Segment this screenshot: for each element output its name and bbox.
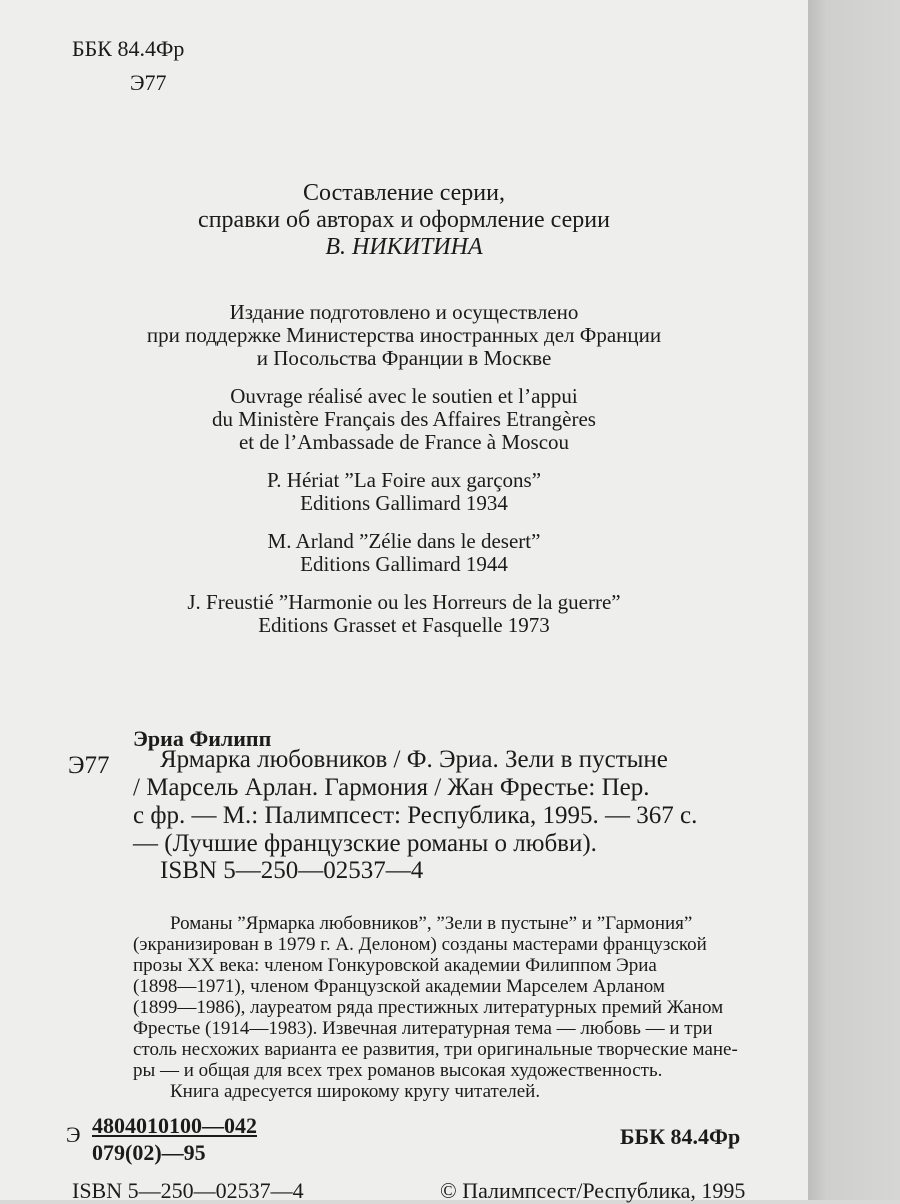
catalog-line-2: / Марсель Арлан. Гармония / Жан Фрестье: Пер.	[133, 774, 650, 801]
annotation-line-5: (1899—1986), лауреатом ряда престижных литературных премий Жаном	[133, 997, 724, 1018]
annotation-line-6: Фрестье (1914—1983). Извечная литературная тема — любовь — и три	[133, 1018, 713, 1039]
annotation-line-7: столь несхожих варианта ее развития, три оригинальные творческие мане-	[133, 1039, 738, 1060]
footer-e-letter: Э	[66, 1122, 81, 1147]
support-fr-line-1: Ouvrage réalisé avec le soutien et l’appui	[230, 384, 578, 408]
footer-code-bottom: 079(02)—95	[92, 1140, 206, 1165]
original-publisher-3: Editions Grasset et Fasquelle 1973	[258, 613, 550, 637]
original-title-3: J. Freustié ”Harmonie ou les Horreurs de la guerre”	[187, 590, 621, 614]
credits-line-1: Составление серии,	[303, 180, 505, 206]
annotation-line-2: (экранизирован в 1979 г. А. Делоном) созданы мастерами французской	[133, 934, 707, 955]
catalog-code-top: Э77	[130, 70, 167, 95]
catalog-author: Эриа Филипп	[133, 726, 272, 751]
original-publisher-2: Editions Gallimard 1944	[300, 552, 508, 576]
support-fr-line-3: et de l’Ambassade de France à Moscou	[238, 430, 570, 454]
catalog-isbn: ISBN 5—250—02537—4	[160, 857, 424, 884]
adjacent-page-edge	[808, 0, 900, 1200]
annotation-line-8: ры — и общая для всех трех романов высокая художественность.	[133, 1060, 663, 1081]
support-ru-line-2: при поддержке Министерства иностранных дел Франции	[146, 323, 662, 347]
support-ru-line-3: и Посольства Франции в Москве	[256, 346, 552, 370]
footer-code-top: 4804010100—042	[92, 1113, 257, 1138]
original-publisher-1: Editions Gallimard 1934	[300, 491, 508, 515]
footer-copyright: © Палимпсест/Республика, 1995	[440, 1178, 746, 1203]
support-fr-line-2: du Ministère Français des Affaires Etrangères	[212, 407, 596, 431]
credits-line-2: справки об авторах и оформление серии	[198, 207, 610, 233]
annotation-line-9: Книга адресуется широкому кругу читателей.	[170, 1081, 541, 1102]
annotation-line-3: прозы XX века: членом Гонкуровской академии Филиппом Эриа	[133, 955, 657, 976]
bbk-top: ББК 84.4Фр	[72, 36, 185, 61]
catalog-line-3: с фр. — М.: Палимпсест: Республика, 1995. — 367 с.	[133, 802, 698, 829]
original-title-2: M. Arland ”Zélie dans le desert”	[267, 529, 541, 553]
catalog-line-1: Ярмарка любовников / Ф. Эриа. Зели в пустыне	[160, 746, 668, 773]
support-ru-line-1: Издание подготовлено и осуществлено	[229, 300, 579, 324]
catalog-line-4: — (Лучшие французские романы о любви).	[133, 830, 597, 857]
credits-name: В. НИКИТИНА	[325, 234, 483, 260]
annotation-line-1: Романы ”Ярмарка любовников”, ”Зели в пустыне” и ”Гармония”	[170, 913, 693, 934]
footer-bbk: ББК 84.4Фр	[620, 1124, 741, 1149]
catalog-code: Э77	[68, 752, 110, 779]
original-title-1: P. Hériat ”La Foire aux garçons”	[266, 468, 542, 492]
footer-isbn: ISBN 5—250—02537—4	[72, 1178, 304, 1203]
annotation-line-4: (1898—1971), членом Французской академии Марселем Арланом	[133, 976, 665, 997]
